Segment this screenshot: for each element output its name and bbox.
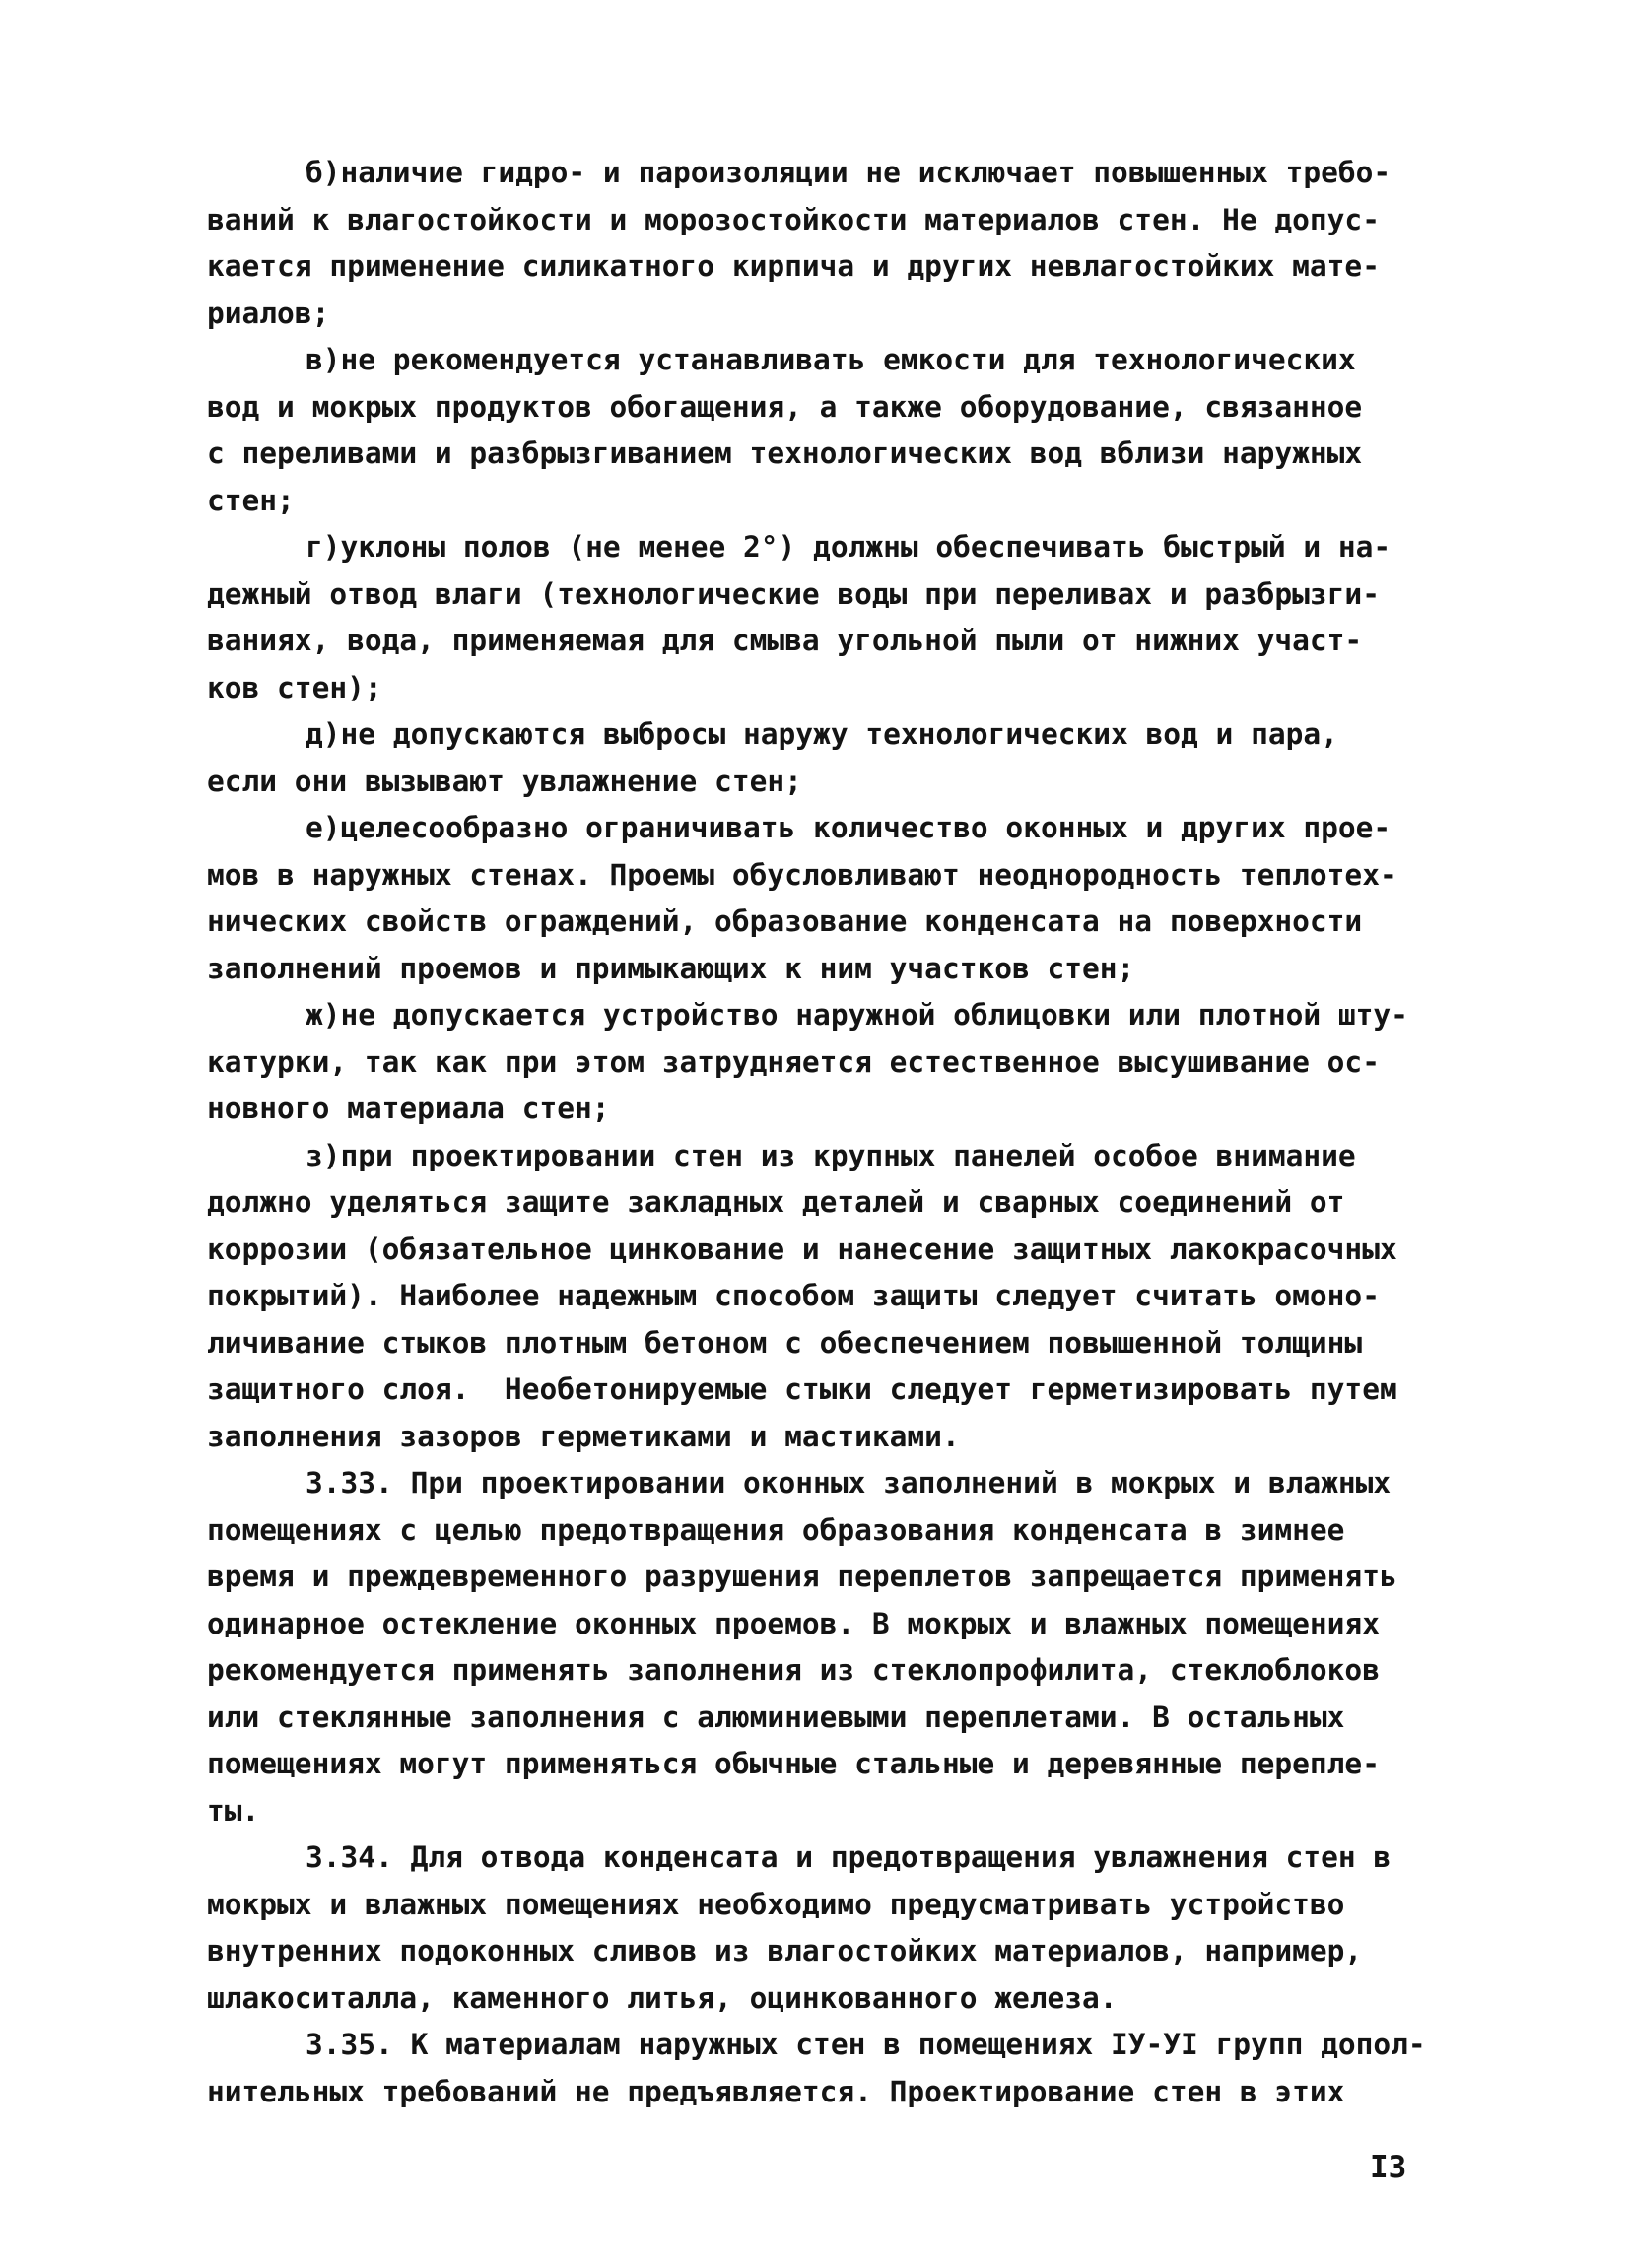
text-line: в)не рекомендуется устанавливать емкости для технологических xyxy=(306,343,1356,376)
text-line: мов в наружных стенах. Проемы обусловливают неоднородность теплотех- xyxy=(207,857,1397,892)
text-line: рекомендуется применять заполнения из стеклопрофилита, стеклоблоков xyxy=(207,1653,1380,1687)
text-line: 3.33. При проектировании оконных заполнений в мокрых и влажных xyxy=(306,1466,1392,1500)
text-line: 3.34. Для отвода конденсата и предотвращения увлажнения стен в xyxy=(306,1840,1392,1874)
text-line: помещениях с целью предотвращения образования конденсата в зимнее xyxy=(207,1512,1345,1547)
text-line: время и преждевременного разрушения переплетов запрещается применять xyxy=(207,1560,1397,1593)
text-line: риалов; xyxy=(207,296,330,330)
text-line: ков стен); xyxy=(207,670,382,704)
text-line: с переливами и разбрызгиванием технологических вод вблизи наружных xyxy=(207,436,1363,470)
text-line: дежный отвод влаги (технологические воды при переливах и разбрызги- xyxy=(207,576,1380,611)
text-line: нительных требований не предъявляется. Проектирование стен в этих xyxy=(207,2074,1345,2108)
text-line: коррозии (обязательное цинкование и нанесение защитных лакокрасочных xyxy=(207,1232,1397,1266)
text-line: вод и мокрых продуктов обогащения, а также оборудование, связанное xyxy=(207,389,1363,424)
text-line: кается применение силикатного кирпича и других невлагостойких мате- xyxy=(207,249,1380,283)
text-line: д)не допускаются выбросы наружу технологических вод и пара, xyxy=(306,717,1338,751)
text-line: мокрых и влажных помещениях необходимо предусматривать устройство xyxy=(207,1887,1345,1921)
text-line: или стеклянные заполнения с алюминиевыми переплетами. В остальных xyxy=(207,1700,1345,1734)
text-line: ж)не допускается устройство наружной облицовки или плотной шту- xyxy=(306,998,1408,1032)
text-line: стен; xyxy=(207,483,295,517)
text-line: з)при проектировании стен из крупных панелей особое внимание xyxy=(306,1138,1356,1172)
text-line: е)целесообразно ограничивать количество оконных и других прое- xyxy=(306,811,1392,844)
text-line: г)уклоны полов (не менее 2°) должны обеспечивать быстрый и на- xyxy=(306,530,1392,564)
text-line: должно уделяться защите закладных деталей и сварных соединений от xyxy=(207,1185,1345,1219)
text-line: заполнения зазоров герметиками и мастиками. xyxy=(207,1419,960,1453)
document-body xyxy=(207,150,1478,2115)
text-line: заполнений проемов и примыкающих к ним участков стен; xyxy=(207,951,1135,985)
text-line: если они вызывают увлажнение стен; xyxy=(207,764,802,798)
text-line: новного материала стен; xyxy=(207,1092,610,1125)
text-line: б)наличие гидро- и пароизоляции не исключает повышенных требо- xyxy=(306,156,1392,189)
text-line: ваний к влагостойкости и морозостойкости материалов стен. Не допус- xyxy=(207,202,1380,236)
text-line: помещениях могут применяться обычные стальные и деревянные перепле- xyxy=(207,1747,1380,1780)
text-line: шлакоситалла, каменного литья, оцинкованного железа. xyxy=(207,1980,1118,2015)
text-line: покрытий). Наиболее надежным способом защиты следует считать омоно- xyxy=(207,1279,1380,1312)
text-line: катурки, так как при этом затрудняется естественное высушивание ос- xyxy=(207,1044,1380,1079)
text-line: ты. xyxy=(207,1793,260,1828)
text-line: личивание стыков плотным бетоном с обеспечением повышенной толщины xyxy=(207,1325,1363,1360)
text-line: ваниях, вода, применяемая для смыва угольной пыли от нижних участ- xyxy=(207,624,1363,657)
text-line: защитного слоя. Необетонируемые стыки следует герметизировать путем xyxy=(207,1372,1397,1406)
text-line: 3.35. К материалам наружных стен в помещениях IУ-УI групп допол- xyxy=(306,2028,1426,2061)
text-line: нических свойств ограждений, образование конденсата на поверхности xyxy=(207,904,1363,938)
page-number: I3 xyxy=(1370,2150,1407,2185)
text-line: внутренних подоконных сливов из влагостойких материалов, например, xyxy=(207,1934,1363,1968)
text-line: одинарное остекление оконных проемов. В мокрых и влажных помещениях xyxy=(207,1606,1380,1640)
